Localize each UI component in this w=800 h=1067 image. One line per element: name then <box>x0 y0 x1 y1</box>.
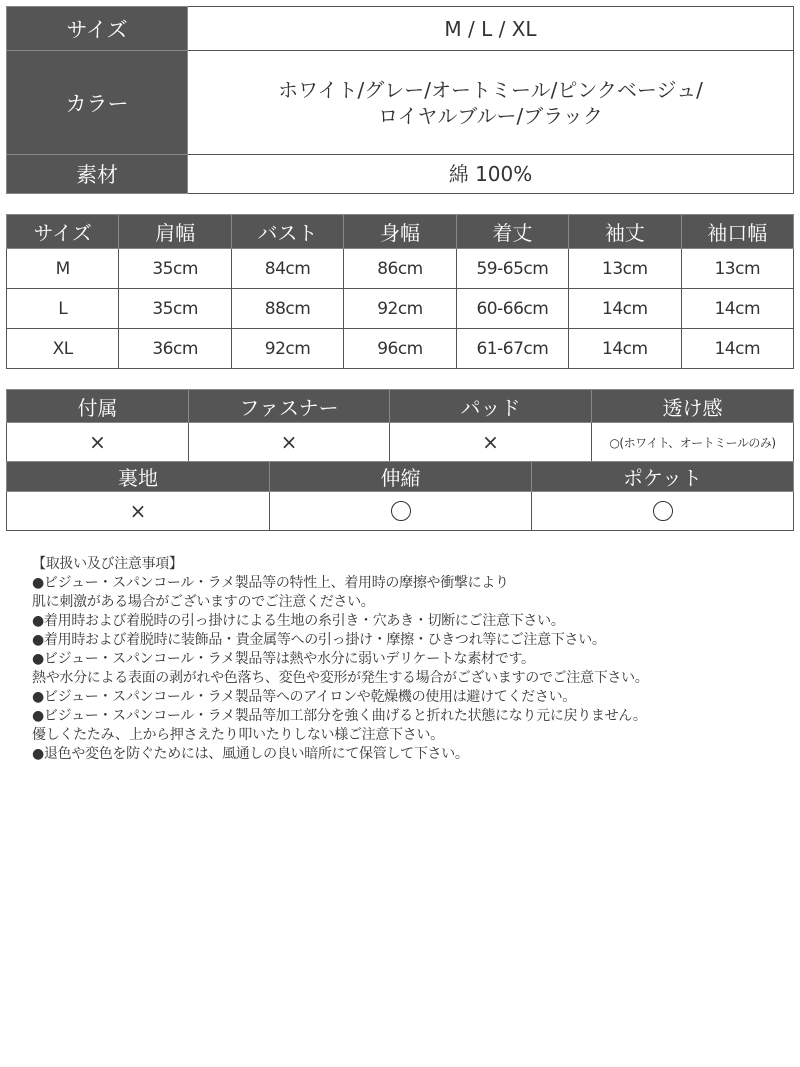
info-value-line: M / L / XL <box>444 16 537 41</box>
size-header-size: サイズ <box>7 215 119 249</box>
size-cell: 13cm <box>681 249 793 289</box>
attr-header-stretch: 伸縮 <box>270 462 532 492</box>
attr-header-zipper: ファスナー <box>189 390 390 423</box>
size-cell: M <box>7 249 119 289</box>
size-cell: 36cm <box>119 329 231 369</box>
size-cell: 61-67cm <box>456 329 568 369</box>
size-cell: 35cm <box>119 249 231 289</box>
attr-header-lining: 裏地 <box>7 462 270 492</box>
attr-header-pad: パッド <box>390 390 592 423</box>
attr-header-accessories: 付属 <box>7 390 189 423</box>
care-notes <box>32 555 792 764</box>
attr-value-sheerness: ○(ホワイト、オートミールのみ) <box>592 423 794 462</box>
attributes-value-row <box>7 423 794 462</box>
product-info-table <box>6 6 794 194</box>
info-label-size: サイズ <box>7 7 188 51</box>
info-value-size <box>188 7 794 51</box>
attr-value-lining: × <box>7 492 270 531</box>
info-value-material <box>188 155 794 194</box>
size-cell: 96cm <box>344 329 456 369</box>
attributes-header-row <box>7 462 794 492</box>
size-cell: 92cm <box>231 329 343 369</box>
size-cell: 14cm <box>681 329 793 369</box>
size-cell: 88cm <box>231 289 343 329</box>
info-row-color <box>7 51 794 155</box>
care-note-line: ●ビジュー・スパンコール・ラメ製品等加工部分を強く曲げると折れた状態になり元に戻りません。 <box>32 708 647 724</box>
size-header-bust: バスト <box>231 215 343 249</box>
care-note-line: ●ビジュー・スパンコール・ラメ製品等は熱や水分に弱いデリケートな素材です。 <box>32 651 535 667</box>
attr-value-accessories: × <box>7 423 189 462</box>
info-value-line: ホワイト/グレー/オートミール/ピンクベージュ/ <box>278 77 703 102</box>
care-note-line: ●退色や変色を防ぐためには、風通しの良い暗所にて保管して下さい。 <box>32 746 469 762</box>
info-value-color <box>188 51 794 155</box>
size-cell: 13cm <box>569 249 681 289</box>
circle-mark-icon <box>391 501 411 521</box>
size-cell: 35cm <box>119 289 231 329</box>
size-cell: 59-65cm <box>456 249 568 289</box>
table-row <box>7 289 794 329</box>
care-notes-title: 【取扱い及び注意事項】 <box>32 556 183 572</box>
table-row <box>7 329 794 369</box>
size-header-body-width: 身幅 <box>344 215 456 249</box>
care-note-line: 優しくたたみ、上から押さえたり叩いたりしない様ご注意下さい。 <box>32 727 444 743</box>
attributes-header-row <box>7 390 794 423</box>
info-row-material <box>7 155 794 194</box>
attr-header-pocket: ポケット <box>532 462 794 492</box>
attributes-table-1 <box>6 389 794 462</box>
size-chart-table <box>6 214 794 369</box>
size-header-sleeve-length: 袖丈 <box>569 215 681 249</box>
size-cell: 86cm <box>344 249 456 289</box>
attr-value-pad: × <box>390 423 592 462</box>
care-note-line: ●ビジュー・スパンコール・ラメ製品等へのアイロンや乾燥機の使用は避けてください。 <box>32 689 576 705</box>
size-header-shoulder: 肩幅 <box>119 215 231 249</box>
care-note-line: 熱や水分による表面の剥がれや色落ち、変色や変形が発生する場合がございますのでご注意下さい。 <box>32 670 649 686</box>
attr-value-stretch <box>270 492 532 531</box>
attr-value-zipper: × <box>189 423 390 462</box>
size-cell: 14cm <box>569 329 681 369</box>
attr-value-pocket <box>532 492 794 531</box>
info-row-size <box>7 7 794 51</box>
attributes-table-2 <box>6 461 794 531</box>
size-cell: XL <box>7 329 119 369</box>
size-chart-header-row <box>7 215 794 249</box>
attr-header-sheerness: 透け感 <box>592 390 794 423</box>
care-note-line: ●着用時および着脱時に装飾品・貴金属等への引っ掛け・摩擦・ひきつれ等にご注意下さい。 <box>32 632 606 648</box>
circle-mark-icon <box>653 501 673 521</box>
size-cell: 92cm <box>344 289 456 329</box>
care-note-line: ●着用時および着脱時の引っ掛けによる生地の糸引き・穴あき・切断にご注意下さい。 <box>32 613 565 629</box>
info-value-line: ロイヤルブルー/ブラック <box>378 103 603 128</box>
info-value-line: 綿 100% <box>448 162 533 186</box>
info-label-material: 素材 <box>7 155 188 194</box>
size-header-length: 着丈 <box>456 215 568 249</box>
attributes-value-row <box>7 492 794 531</box>
care-note-line: 肌に刺激がある場合がございますのでご注意ください。 <box>32 594 375 610</box>
info-label-color: カラー <box>7 51 188 155</box>
size-header-cuff-width: 袖口幅 <box>681 215 793 249</box>
size-cell: 84cm <box>231 249 343 289</box>
size-cell: 60-66cm <box>456 289 568 329</box>
care-note-line: ●ビジュー・スパンコール・ラメ製品等の特性上、着用時の摩擦や衝撃により <box>32 575 509 591</box>
size-cell: L <box>7 289 119 329</box>
size-cell: 14cm <box>569 289 681 329</box>
table-row <box>7 249 794 289</box>
size-cell: 14cm <box>681 289 793 329</box>
